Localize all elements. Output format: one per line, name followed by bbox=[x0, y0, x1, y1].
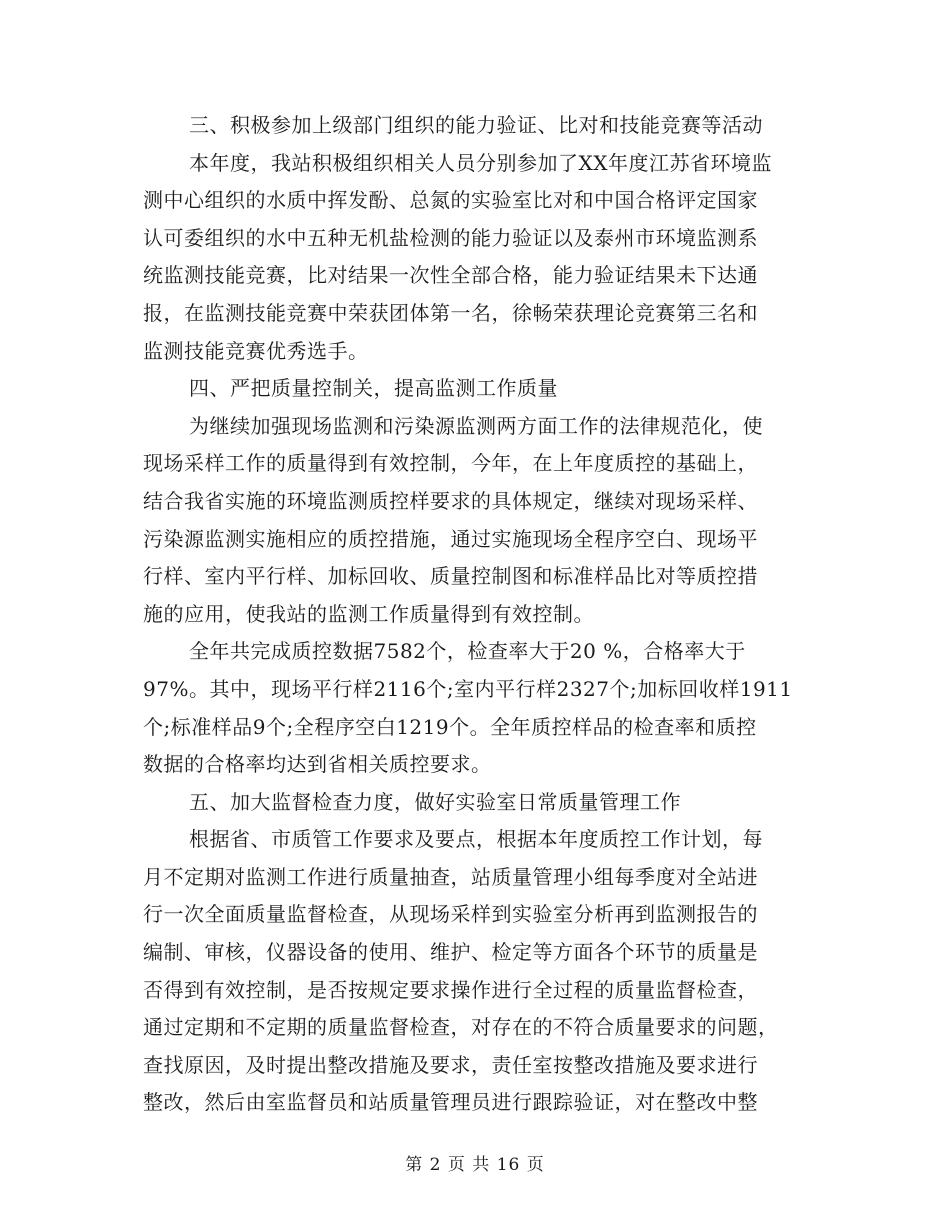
text-line: 统监测技能竞赛，比对结果一次性全部合格，能力验证结果未下达通 bbox=[143, 263, 758, 288]
text-line: 整改，然后由室监督员和站质量管理员进行跟踪验证，对在整改中整 bbox=[143, 1090, 758, 1115]
text-line: 测中心组织的水质中挥发酚、总氮的实验室比对和中国合格评定国家 bbox=[143, 188, 758, 213]
text-line: 行一次全面质量监督检查，从现场采样到实验室分析再到监测报告的 bbox=[143, 902, 758, 927]
document-body bbox=[143, 107, 811, 1122]
text-line: 个;标准样品9个;全程序空白1219个。全年质控样品的检查率和质控 bbox=[143, 714, 757, 739]
text-line: 监测技能竞赛优秀选手。 bbox=[143, 338, 369, 363]
text-line: 五、加大监督检查力度，做好实验室日常质量管理工作 bbox=[189, 789, 681, 814]
text-line: 根据省、市质管工作要求及要点，根据本年度质控工作计划，每 bbox=[189, 827, 763, 852]
text-line: 否得到有效控制，是否按规定要求操作进行全过程的质量监督检查， bbox=[143, 977, 758, 1002]
text-line: 97%。其中，现场平行样2116个;室内平行样2327个;加标回收样1911 bbox=[143, 676, 793, 701]
text-line: 施的应用，使我站的监测工作质量得到有效控制。 bbox=[143, 601, 594, 626]
text-line: 月不定期对监测工作进行质量抽查，站质量管理小组每季度对全站进 bbox=[143, 864, 758, 889]
text-line: 结合我省实施的环境监测质控样要求的具体规定，继续对现场采样、 bbox=[143, 488, 758, 513]
text-line: 编制、审核，仪器设备的使用、维护、检定等方面各个环节的质量是 bbox=[143, 940, 758, 965]
text-line: 数据的合格率均达到省相关质控要求。 bbox=[143, 752, 492, 777]
text-line: 全年共完成质控数据7582个，检查率大于20 %，合格率大于 bbox=[189, 639, 746, 664]
text-line: 为继续加强现场监测和污染源监测两方面工作的法律规范化，使 bbox=[189, 413, 763, 438]
text-line: 四、严把质量控制关，提高监测工作质量 bbox=[189, 376, 558, 401]
text-line: 查找原因，及时提出整改措施及要求，责任室按整改措施及要求进行 bbox=[143, 1052, 758, 1077]
text-line: 现场采样工作的质量得到有效控制，今年，在上年度质控的基础上， bbox=[143, 451, 758, 476]
text-line: 认可委组织的水中五种无机盐检测的能力验证以及泰州市环境监测系 bbox=[143, 225, 758, 250]
text-line: 报，在监测技能竞赛中荣获团体第一名，徐畅荣获理论竞赛第三名和 bbox=[143, 300, 758, 325]
text-line: 本年度，我站积极组织相关人员分别参加了XX年度江苏省环境监 bbox=[189, 150, 772, 175]
text-line: 污染源监测实施相应的质控措施，通过实施现场全程序空白、现场平 bbox=[143, 526, 758, 551]
text-line: 三、积极参加上级部门组织的能力验证、比对和技能竞赛等活动 bbox=[189, 113, 763, 137]
text-line: 行样、室内平行样、加标回收、质量控制图和标准样品比对等质控措 bbox=[143, 564, 758, 589]
page-footer: 第 2 页 共 16 页 bbox=[405, 1155, 545, 1175]
text-line: 通过定期和不定期的质量监督检查，对存在的不符合质量要求的问题， bbox=[143, 1015, 779, 1040]
